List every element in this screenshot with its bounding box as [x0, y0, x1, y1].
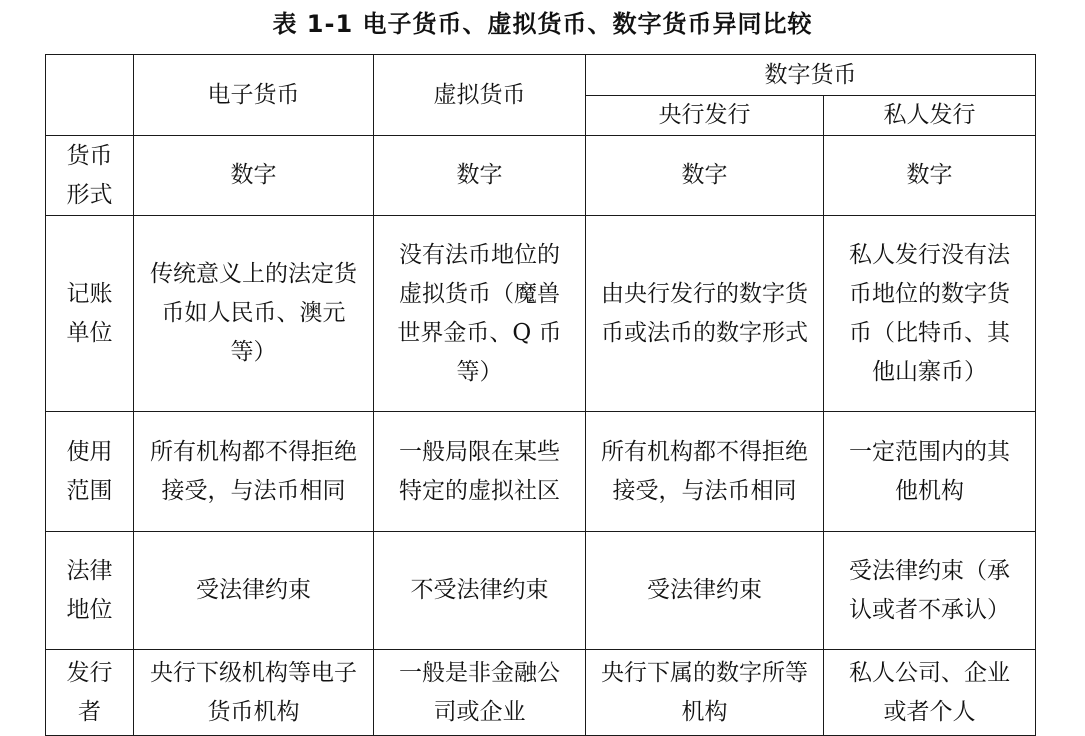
row-label-currency-form: 货币形式	[46, 136, 134, 216]
cell-private: 私人发行没有法币地位的数字货币（比特币、其他山寨币）	[824, 216, 1036, 412]
table-row	[46, 532, 1036, 650]
row-label-legal-status: 法律地位	[46, 532, 134, 650]
table-row	[46, 136, 1036, 216]
header-digital-money: 数字货币	[586, 55, 1036, 96]
cell-central-bank: 受法律约束	[586, 532, 824, 650]
cell-electronic: 受法律约束	[134, 532, 374, 650]
cell-electronic: 传统意义上的法定货币如人民币、澳元等）	[134, 216, 374, 412]
table-title: 表 1-1 电子货币、虚拟货币、数字货币异同比较	[272, 10, 813, 38]
cell-private: 受法律约束（承认或者不承认）	[824, 532, 1036, 650]
cell-electronic: 央行下级机构等电子货币机构	[134, 650, 374, 736]
row-label-unit-of-account: 记账单位	[46, 216, 134, 412]
cell-central-bank: 央行下属的数字所等机构	[586, 650, 824, 736]
header-virtual-money: 虚拟货币	[374, 55, 586, 136]
table-row	[46, 216, 1036, 412]
comparison-table	[45, 54, 1036, 736]
cell-central-bank: 所有机构都不得拒绝接受，与法币相同	[586, 412, 824, 532]
cell-virtual: 数字	[374, 136, 586, 216]
cell-electronic: 所有机构都不得拒绝接受，与法币相同	[134, 412, 374, 532]
header-row-top	[46, 55, 1036, 96]
cell-central-bank: 数字	[586, 136, 824, 216]
header-electronic-money: 电子货币	[134, 55, 374, 136]
table-row	[46, 650, 1036, 736]
row-label-scope-of-use: 使用范围	[46, 412, 134, 532]
cell-electronic: 数字	[134, 136, 374, 216]
cell-virtual: 不受法律约束	[374, 532, 586, 650]
cell-virtual: 一般局限在某些特定的虚拟社区	[374, 412, 586, 532]
cell-private: 私人公司、企业或者个人	[824, 650, 1036, 736]
cell-virtual: 没有法币地位的虚拟货币（魔兽世界金币、Q 币等）	[374, 216, 586, 412]
table-row	[46, 412, 1036, 532]
header-corner-cell	[46, 55, 134, 136]
header-central-bank-issued: 央行发行	[586, 96, 824, 136]
cell-private: 一定范围内的其他机构	[824, 412, 1036, 532]
header-private-issued: 私人发行	[824, 96, 1036, 136]
cell-virtual: 一般是非金融公司或企业	[374, 650, 586, 736]
cell-central-bank: 由央行发行的数字货币或法币的数字形式	[586, 216, 824, 412]
cell-private: 数字	[824, 136, 1036, 216]
row-label-issuer: 发行者	[46, 650, 134, 736]
